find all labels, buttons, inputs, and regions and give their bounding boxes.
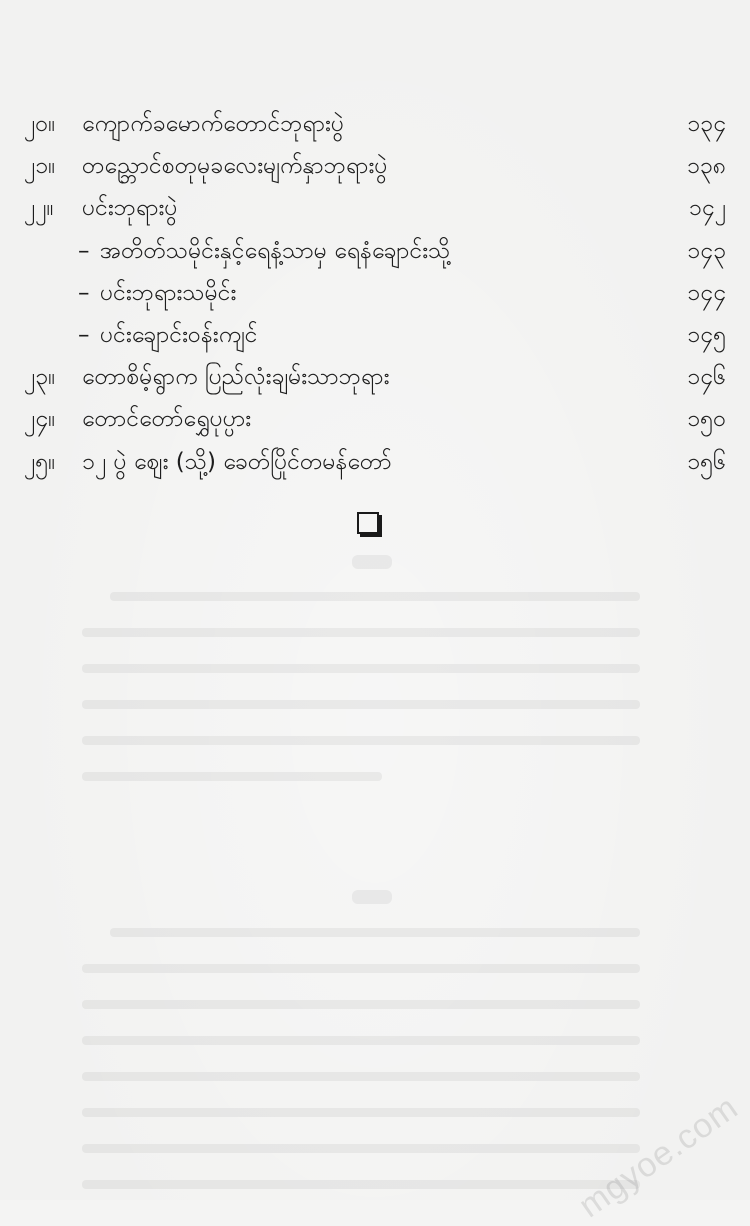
toc-subentry bbox=[0, 315, 750, 355]
ghost-line bbox=[82, 1036, 640, 1045]
entry-page-number: ၁၄၄ bbox=[687, 279, 726, 306]
ghost-heading bbox=[352, 890, 392, 904]
end-of-section-square-icon bbox=[357, 512, 379, 534]
entry-page-number: ၁၄၃ bbox=[687, 237, 726, 264]
ghost-line bbox=[82, 700, 640, 709]
ghost-heading bbox=[352, 555, 392, 569]
toc-subentry bbox=[0, 273, 750, 313]
entry-page-number: ၁၃၄ bbox=[687, 111, 726, 137]
ghost-line bbox=[82, 664, 640, 673]
entry-number: ၂၀။ bbox=[24, 111, 56, 137]
entry-page-number: ၁၅၀ bbox=[687, 406, 726, 433]
entry-title: တောင်တော်ရွှေပုပ္ပား bbox=[82, 406, 252, 433]
toc-entry bbox=[0, 357, 750, 397]
ghost-line bbox=[110, 928, 640, 937]
entry-title: တည္ဘောင်စတုမုခလေးမျက်နှာဘုရားပွဲ bbox=[82, 153, 388, 180]
ghost-line bbox=[82, 772, 382, 781]
entry-page-number: ၁၄၆ bbox=[687, 364, 726, 391]
toc-entry bbox=[0, 399, 750, 439]
entry-title: ပင်းဘုရားသမိုင်း bbox=[100, 279, 237, 306]
entry-number: ၂၄။ bbox=[24, 406, 56, 433]
entry-number: ၂၃။ bbox=[24, 364, 56, 391]
ghost-line bbox=[82, 1180, 640, 1189]
entry-page-number: ၁၄၂ bbox=[688, 195, 726, 222]
ghost-line bbox=[82, 736, 640, 745]
entry-number: ၂၂။ bbox=[24, 195, 54, 222]
entry-title: ကျောက်ခမောက်တောင်ဘုရားပွဲ bbox=[82, 111, 344, 137]
toc-subentry bbox=[0, 231, 750, 271]
entry-page-number: ၁၅၆ bbox=[687, 448, 726, 475]
toc-entry bbox=[0, 146, 750, 186]
subentry-dash: – bbox=[78, 322, 90, 348]
entry-number: ၂၁။ bbox=[24, 153, 56, 180]
toc-entry bbox=[0, 442, 750, 482]
ghost-line bbox=[82, 1072, 640, 1081]
entry-title: ပင်းချောင်းဝန်းကျင် bbox=[100, 322, 258, 348]
subentry-dash: – bbox=[78, 237, 90, 264]
toc-entry bbox=[0, 188, 750, 228]
watermark-text: mgyoe.com bbox=[572, 1088, 746, 1226]
ghost-line bbox=[82, 1144, 640, 1153]
subentry-dash: – bbox=[78, 279, 90, 306]
ghost-line bbox=[82, 964, 640, 973]
entry-page-number: ၁၄၅ bbox=[687, 322, 726, 348]
entry-title: တောစိမ့်ရွာက ပြည်လုံးချမ်းသာဘုရား bbox=[82, 364, 390, 391]
ghost-line bbox=[82, 628, 640, 637]
ghost-line bbox=[82, 1000, 640, 1009]
entry-title: အတိတ်သမိုင်းနှင့်ရေနံ့သာမှ ရေနံချောင်းသို့ bbox=[100, 237, 451, 264]
entry-page-number: ၁၃၈ bbox=[686, 153, 726, 180]
entry-title: ၁၂ ပွဲ ဈေး (သို့) ခေတ်ပြိုင်တမန်တော် bbox=[82, 448, 392, 475]
ghost-line bbox=[110, 592, 640, 601]
entry-number: ၂၅။ bbox=[24, 448, 56, 475]
entry-title: ပင်းဘုရားပွဲ bbox=[82, 195, 178, 222]
toc-entry bbox=[0, 104, 750, 144]
ghost-line bbox=[82, 1108, 640, 1117]
